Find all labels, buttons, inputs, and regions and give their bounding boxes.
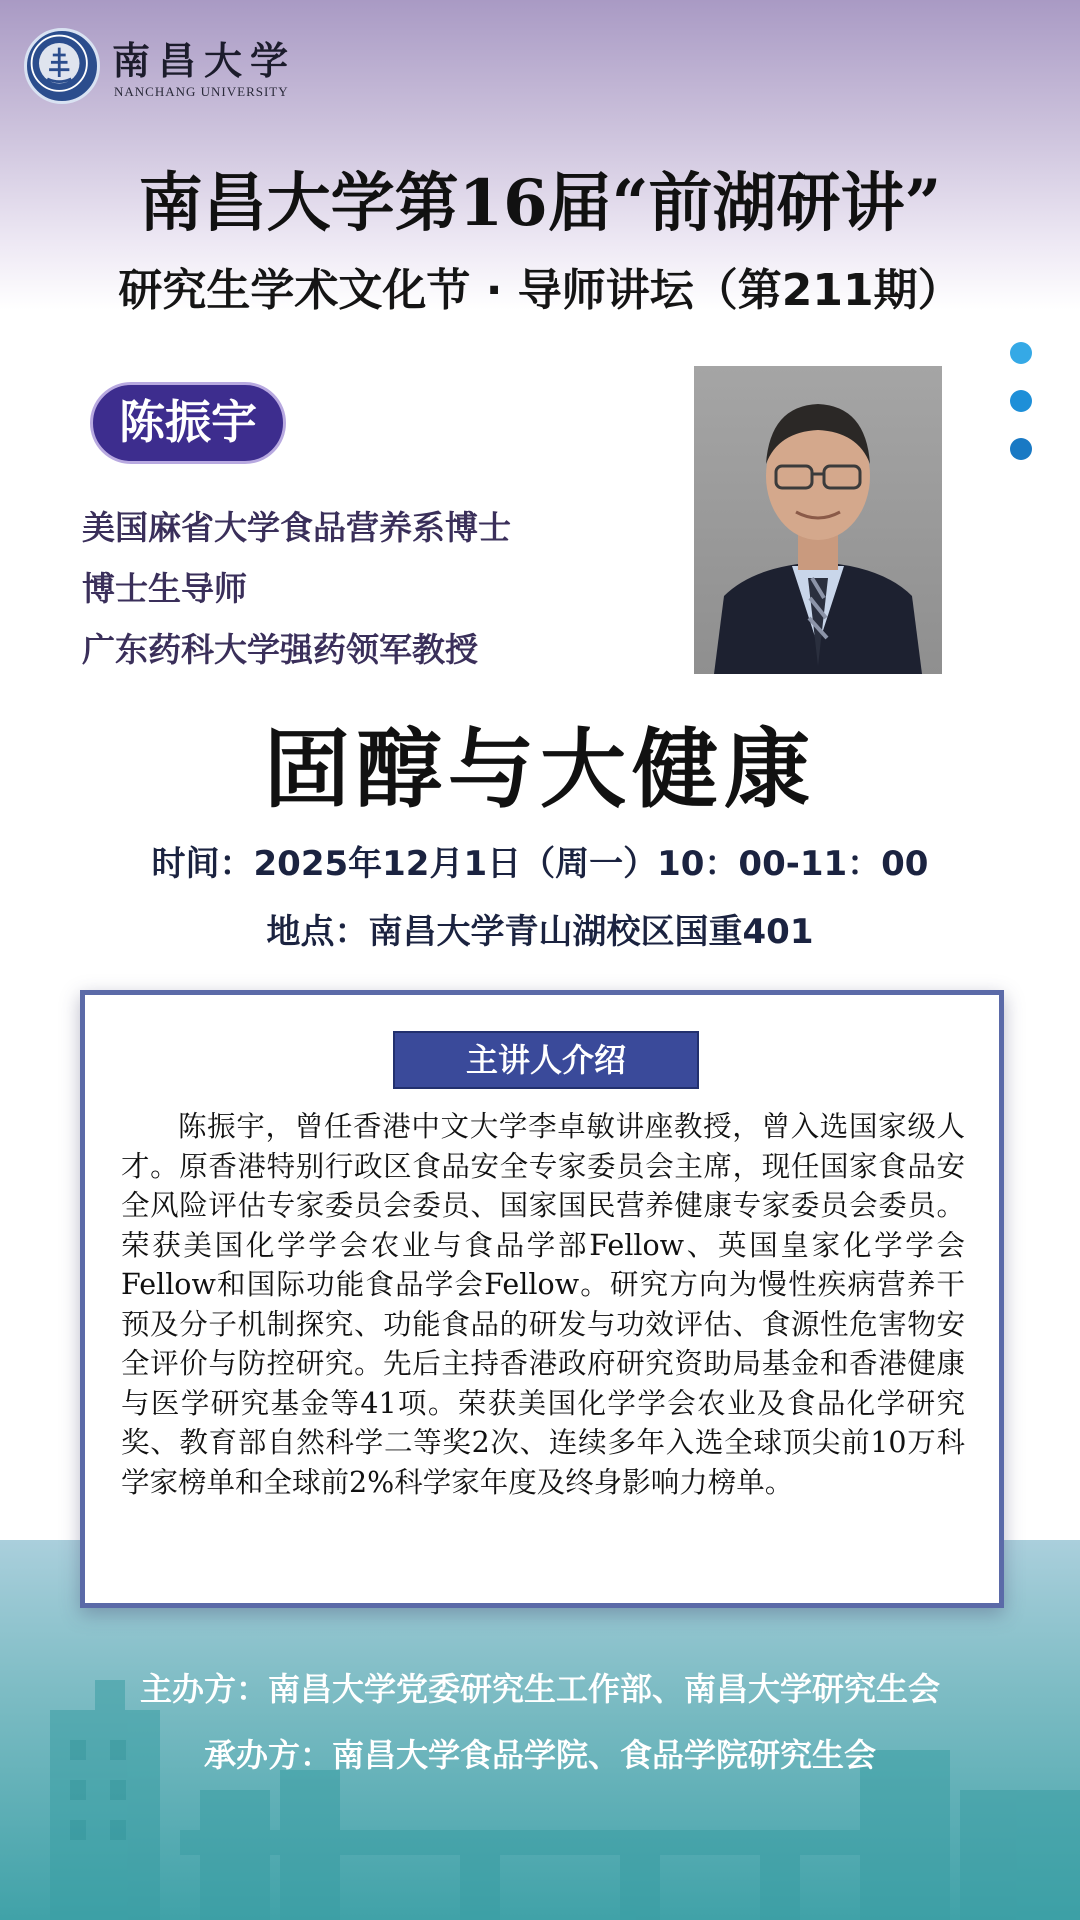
intro-text: 陈振宇，曾任香港中文大学李卓敏讲座教授，曾入选国家级人才。原香港特别行政区食品安全专家委员会主席，现任国家食品安全风险评估专家委员会委员、国家国民营养健康专家委员会委员。荣获美国化学学会农业与食品学部Fellow、英国皇家化学学会Fellow和国际功能食品学会Fellow。研究方向为慢性疾病营养干预及分子机制探究、功能食品的研发与功效评估、食源性危害物安全评价与防控研究。先后主持香港政府研究资助局基金和香港健康与医学研究基金等41项。荣获美国化学学会农业及食品化学研究奖、教育部自然科学二等奖2次、连续多年入选全球顶尖前10万科学家榜单和全球前2%科学家年度及终身影响力榜单。 <box>121 1110 965 1499</box>
lecture-time: 时间：2025年12月1日（周一）10：00-11：00 <box>151 844 929 884</box>
speaker-photo <box>694 366 942 674</box>
event-subtitle: 研究生学术文化节 · 导师讲坛（第211期） <box>118 265 962 316</box>
speaker-credential: 广东药科大学强药领军教授 <box>82 630 478 669</box>
lecture-place: 地点：南昌大学青山湖校区国重401 <box>266 912 814 952</box>
decorative-dot <box>1010 390 1032 412</box>
intro-heading: 主讲人介绍 <box>393 1031 699 1089</box>
speaker-credential: 博士生导师 <box>82 569 247 608</box>
host-organizer: 主办方：南昌大学党委研究生工作部、南昌大学研究生会 <box>139 1670 940 1708</box>
decorative-dot <box>1010 438 1032 460</box>
decorative-dots <box>1010 342 1032 486</box>
co-organizer: 承办方：南昌大学食品学院、食品学院研究生会 <box>203 1736 876 1774</box>
university-name-cn: 南昌大学 <box>112 38 297 83</box>
university-logo <box>24 28 100 104</box>
speaker-name-badge: 陈振宇 <box>90 382 286 464</box>
event-title: 南昌大学第16届“前湖研讲” <box>138 166 942 241</box>
lecture-topic: 固醇与大健康 <box>264 720 816 820</box>
campus-skyline-graphic <box>0 1680 1080 1920</box>
university-name-en: NANCHANG UNIVERSITY <box>114 84 289 99</box>
decorative-dot <box>1010 342 1032 364</box>
speaker-intro-box <box>80 990 1004 1608</box>
speaker-credential: 美国麻省大学食品营养系博士 <box>82 508 511 547</box>
